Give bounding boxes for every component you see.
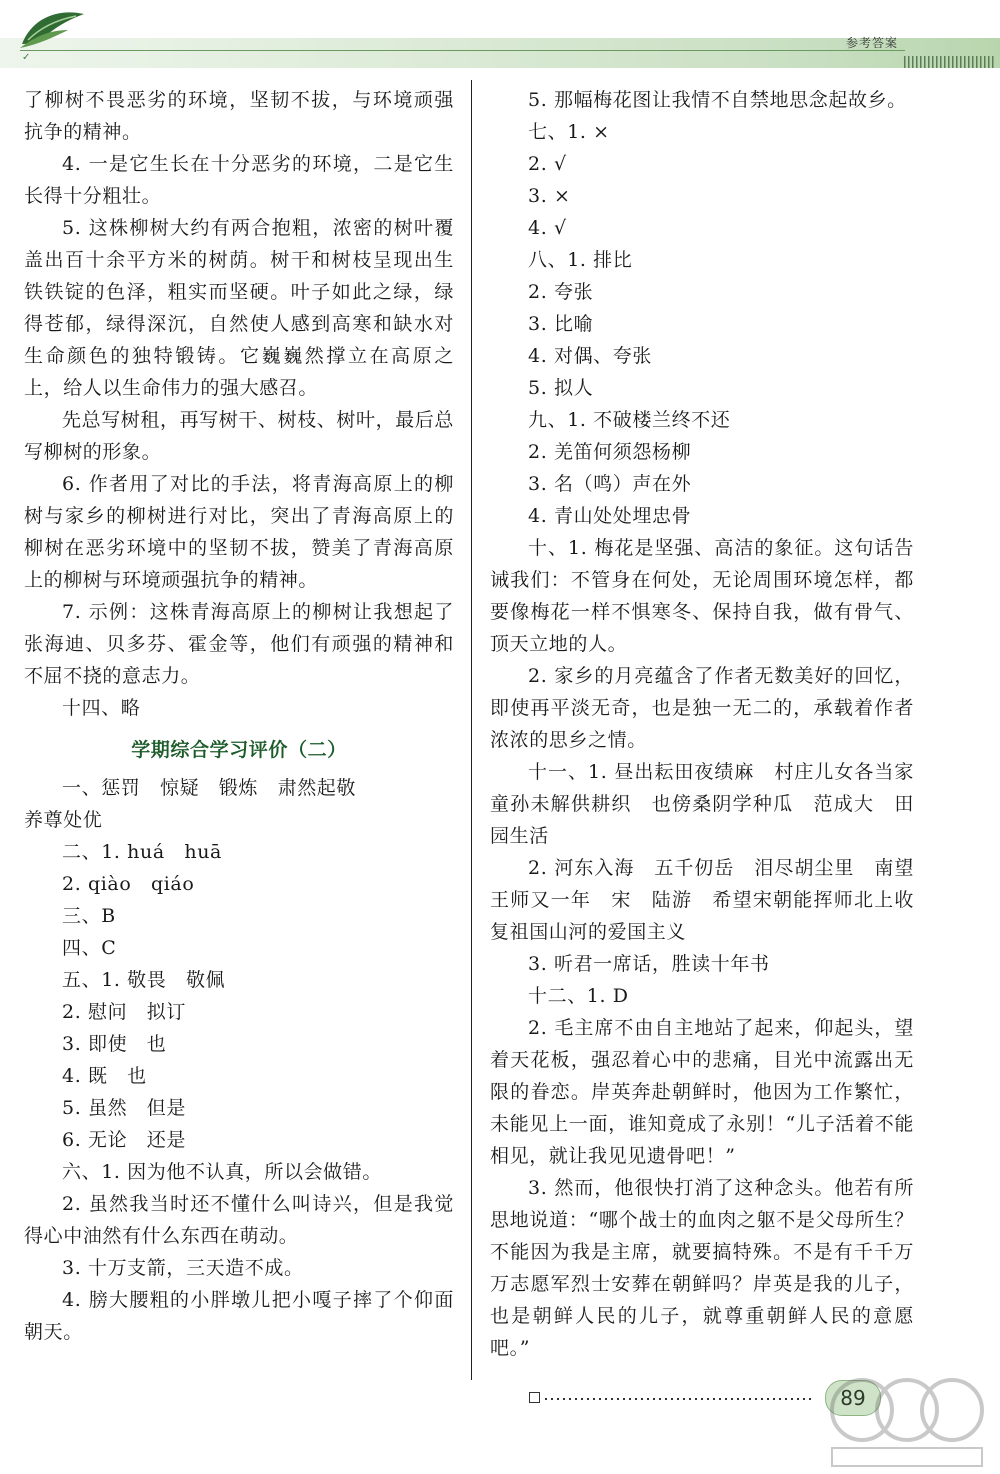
answer-paragraph: 2. 羌笛何须怨杨柳	[528, 441, 692, 463]
answer-paragraph: 七、1. ×	[528, 121, 610, 143]
page-number: 89	[825, 1380, 881, 1416]
answer-paragraph: 一、惩罚 惊疑 锻炼 肃然起敬	[62, 777, 357, 799]
answer-paragraph: 5. 拟人	[528, 377, 594, 399]
right-column	[490, 84, 934, 1364]
column-divider	[471, 80, 472, 1380]
answer-paragraph: 六、1. 因为他不认真，所以会做错。	[62, 1161, 382, 1183]
answer-paragraph: 八、1. 排比	[528, 249, 633, 271]
answer-paragraph: 7. 示例：这株青海高原上的柳树让我想起了张海迪、贝多芬、霍金等，他们有顽强的精神和不屈不挠的意志力。	[24, 601, 454, 687]
answer-paragraph: 2. 河东入海 五千仞岳 泪尽胡尘里 南望王师又一年 宋 陆游 希望宋朝能挥师北上收复祖国山河的爱国主义	[490, 857, 914, 943]
answer-paragraph: 4. 对偶、夸张	[528, 345, 652, 367]
footer-square-icon	[529, 1392, 540, 1403]
section-title: 学期综合学习评价（二）	[131, 739, 347, 761]
header-mark-icon: ✓	[22, 52, 31, 63]
answer-paragraph: 5. 虽然 但是	[62, 1097, 186, 1119]
answer-paragraph: 五、1. 敬畏 敬佩	[62, 969, 226, 991]
answer-paragraph: 十一、1. 昼出耘田夜绩麻 村庄儿女各当家 童孙未解供耕织 也傍桑阴学种瓜 范成大 田园生活	[490, 761, 934, 847]
answer-paragraph: 2. √	[528, 153, 567, 175]
footer-dotted-rule	[545, 1398, 815, 1400]
answer-paragraph: 3. 比喻	[528, 313, 594, 335]
answer-paragraph: 2. 毛主席不由自主地站了起来，仰起头，望着天花板，强忍着心中的悲痛，目光中流露出无限的眷恋。岸英奔赴朝鲜时，他因为工作繁忙，未能见上一面，谁知竟成了永别！“儿子活着不能相见，就让我见见遗骨吧！”	[490, 1017, 914, 1167]
answer-paragraph: 先总写树租，再写树干、树枝、树叶，最后总写柳树的形象。	[24, 409, 455, 463]
answer-paragraph: 6. 作者用了对比的手法，将青海高原上的柳树与家乡的柳树进行对比，突出了青海高原上的柳树在恶劣环境中的坚韧不拔，赞美了青海高原上的柳树与环境顽强抗争的精神。	[24, 473, 454, 591]
answer-paragraph: 养尊处优	[24, 809, 103, 831]
answer-paragraph: 了柳树不畏恶劣的环境，坚韧不拔，与环境顽强抗争的精神。	[24, 89, 454, 143]
answer-paragraph: 2. 虽然我当时还不懂什么叫诗兴，但是我觉得心中油然有什么东西在萌动。	[24, 1193, 454, 1247]
answer-paragraph: 5. 那幅梅花图让我情不自禁地思念起故乡。	[528, 89, 907, 111]
answer-paragraph: 4. 一是它生长在十分恶劣的环境，二是它生长得十分粗壮。	[24, 153, 454, 207]
answer-paragraph: 4. 青山处处埋忠骨	[528, 505, 692, 527]
answer-paragraph: 二、1. huá huā	[62, 841, 222, 863]
answer-paragraph: 6. 无论 还是	[62, 1129, 186, 1151]
left-column	[24, 84, 454, 1348]
answer-paragraph: 3. 即使 也	[62, 1033, 167, 1055]
page-header	[0, 0, 1000, 80]
answer-paragraph: 3. 十万支箭，三天造不成。	[62, 1257, 304, 1279]
answer-paragraph: 2. 慰问 拟订	[62, 1001, 186, 1023]
header-label: 参考答案	[845, 36, 898, 50]
answer-paragraph: 2. 家乡的月亮蕴含了作者无数美好的回忆，即使再平淡无奇，也是独一无二的，承载着作者浓浓的思乡之情。	[490, 665, 914, 751]
answer-paragraph: 2. qiào qiáo	[62, 873, 195, 895]
answer-paragraph: 3. ×	[528, 185, 571, 207]
header-rule	[20, 50, 905, 51]
leaf-logo-icon	[18, 4, 88, 50]
answer-paragraph: 2. 夸张	[528, 281, 594, 303]
answer-paragraph: 4. 既 也	[62, 1065, 147, 1087]
answer-paragraph: 四、C	[62, 937, 117, 959]
answer-paragraph: 十四、略	[62, 697, 141, 719]
answer-paragraph: 4. √	[528, 217, 567, 239]
answer-paragraph: 5. 这株柳树大约有两合抱粗，浓密的树叶覆盖出百十余平方米的树荫。树干和树枝呈现出生铁铁锭的色泽，粗实而坚硬。叶子如此之绿，绿得苍郁，绿得深沉，自然使人感到高寒和缺水对生命颜色的独特锻铸。它巍巍然撑立在高原之上，给人以生命伟力的强大感召。	[24, 217, 454, 399]
answer-paragraph: 三、B	[62, 905, 116, 927]
answer-paragraph: 十二、1. D	[528, 985, 629, 1007]
answer-paragraph: 4. 膀大腰粗的小胖墩儿把小嘎子摔了个仰面朝天。	[24, 1289, 454, 1343]
answer-paragraph: 十、1. 梅花是坚强、高洁的象征。这句话告诫我们：不管身在何处，无论周围环境怎样，都要像梅花一样不惧寒冬、保持自我，做有骨气、顶天立地的人。	[490, 537, 914, 655]
answer-paragraph: 九、1. 不破楼兰终不还	[528, 409, 731, 431]
answer-paragraph: 3. 听君一席话，胜读十年书	[528, 953, 770, 975]
answer-paragraph: 3. 然而，他很快打消了这种念头。他若有所思地说道：“哪个战士的血肉之躯不是父母所生？不能因为我是主席，就要搞特殊。不是有千千万万志愿军烈士安葬在朝鲜吗？岸英是我的儿子，也是朝鲜人民的儿子，就尊重朝鲜人民的意愿吧。”	[490, 1177, 914, 1359]
header-barcode	[904, 56, 996, 68]
answer-paragraph: 3. 名（鸣）声在外	[528, 473, 692, 495]
